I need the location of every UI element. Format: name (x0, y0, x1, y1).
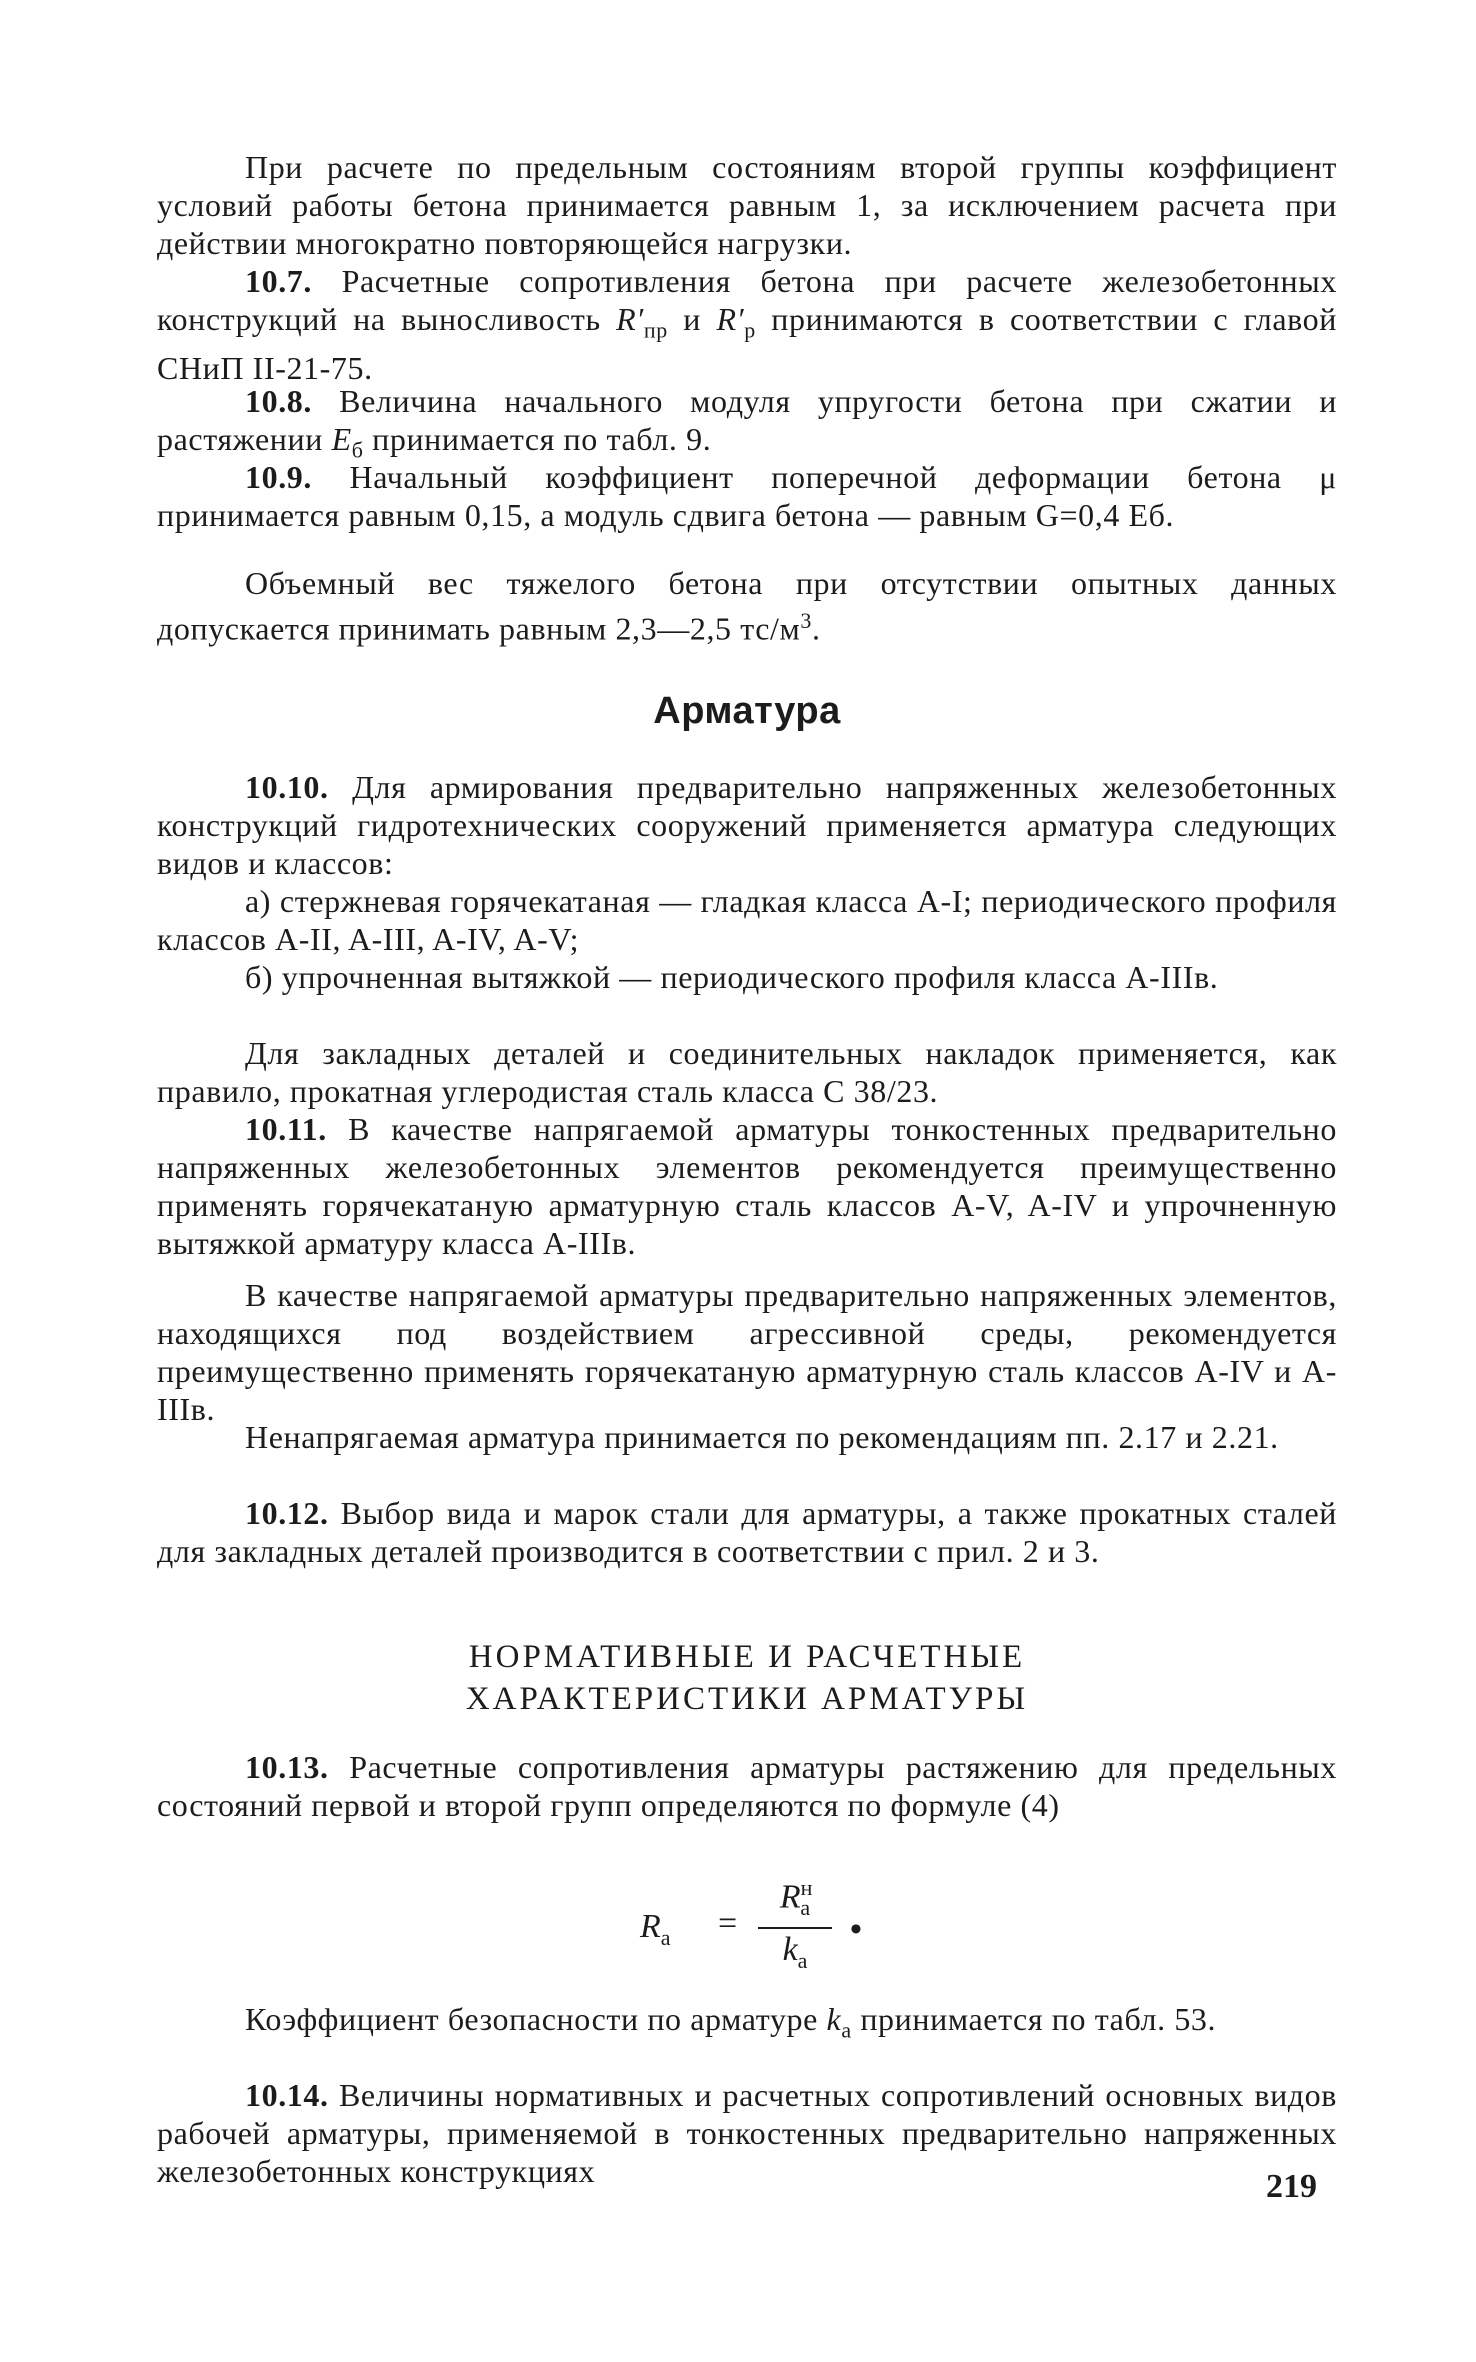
symbol-r-p: $R'_р$ (716, 301, 756, 343)
paragraph-text: Ненапрягаемая арматура принимается по рекомендациям пп. 2.17 и 2.21. (245, 1419, 1279, 1455)
paragraph-10-9 (157, 458, 1337, 534)
paragraph-text: Коэффициент безопасности по арматуре (245, 2001, 827, 2037)
paragraph-aggressive-env (157, 1276, 1337, 1428)
formula-denominator: $k_а$ (782, 1931, 808, 1973)
formula-numerator: $R^н_а$ (779, 1875, 813, 1921)
paragraph-concrete-weight (157, 564, 1337, 648)
paragraph-concrete-coefficient (157, 148, 1337, 262)
paragraph-text: Выбор вида и марок стали для арматуры, а также прокатных сталей для закладных деталей производится в соответствии с прил. 2 и 3. (157, 1495, 1337, 1569)
paragraph-text: При расчете по предельным состояниям второй группы коэффициент условий работы бетона принимается равным 1, за исключением расчета при действии многократно повторяющейся нагрузки. (157, 149, 1337, 261)
paragraph-text: принимаются в соответствии с главой СНиП II-21-75. (157, 301, 1337, 387)
formula-dot: • (850, 1911, 862, 1948)
section-heading-armatura: Арматура (653, 690, 841, 732)
paragraph-text: Расчетные сопротивления бетона при расчете железобетонных конструкций на выносливость (157, 263, 1337, 337)
paragraph-text: принимается по табл. 53. (851, 2001, 1217, 2037)
paragraph-text: Расчетные сопротивления арматуры растяжению для предельных состояний первой и второй групп определяются по формуле (4) (157, 1749, 1337, 1823)
paragraph-non-prestressed (157, 1418, 1337, 1456)
paragraph-10-14 (157, 2076, 1337, 2190)
formula-design-resistance (640, 1875, 900, 1985)
symbol-e-b: $E_б$ (331, 421, 364, 463)
clause-number: 10.10. (245, 769, 329, 805)
clause-number: 10.8. (245, 383, 312, 419)
paragraph-10-13 (157, 1748, 1337, 1824)
clause-number: 10.14. (245, 2077, 329, 2113)
paragraph-10-8 (157, 382, 1337, 469)
clause-number: 10.7. (245, 263, 312, 299)
paragraph-text: Величина начального модуля упругости бетона при сжатии и растяжении (157, 383, 1337, 457)
paragraph-10-11 (157, 1110, 1337, 1262)
paragraph-10-12 (157, 1494, 1337, 1570)
fraction-bar (758, 1927, 832, 1929)
page-number: 219 (1266, 2168, 1317, 2205)
paragraph-text: Для армирования предварительно напряженных железобетонных конструкций гидротехнических сооружений применяется арматура следующих видов и классов: (157, 769, 1337, 881)
formula-lhs: $R_а$ (640, 1908, 671, 1950)
heading-line: НОРМАТИВНЫЕ И РАСЧЕТНЫЕ (468, 1639, 1026, 1675)
paragraph-text: принимается по табл. 9. (363, 421, 712, 457)
heading-line: ХАРАКТЕРИСТИКИ АРМАТУРЫ (465, 1681, 1029, 1717)
paragraph-rebar-a (157, 882, 1337, 958)
paragraph-text: В качестве напрягаемой арматуры предварительно напряженных элементов, находящихся под воздействием агрессивной среды, рекомендуется преимущественно применять горячекатаную арматурную сталь классов A-IV и A-IIIв. (157, 1277, 1337, 1427)
paragraph-text: . (811, 610, 821, 647)
symbol-r-pr: $R'_{пр}$ (616, 301, 668, 343)
paragraph-10-10 (157, 768, 1337, 882)
formula-equals: = (718, 1905, 738, 1942)
paragraph-text: а) стержневая горячекатаная — гладкая класса A-I; периодического профиля классов A-II, A-III, A-IV, A-V; (157, 883, 1337, 957)
paragraph-rebar-b (157, 958, 1337, 996)
clause-number: 10.9. (245, 459, 312, 495)
paragraph-text: Величины нормативных и расчетных сопротивлений основных видов рабочей арматуры, применяемой в тонкостенных предварительно напряженных железобетонных конструкциях (157, 2077, 1337, 2189)
paragraph-embedded-parts (157, 1034, 1337, 1110)
paragraph-text: и (667, 301, 717, 337)
section-heading-characteristics (157, 1636, 1337, 1720)
paragraph-text: В качестве напрягаемой арматуры тонкостенных предварительно напряженных железобетонных элементов рекомендуется преимущественно применять горячекатаную арматурную сталь классов A-V, A-IV и упрочненную вытяжкой арматуру класса A-IIIв. (157, 1111, 1337, 1261)
superscript: 3 (800, 608, 812, 633)
paragraph-text: б) упрочненная вытяжкой — периодического профиля класса A-IIIв. (245, 959, 1219, 995)
symbol-k-a: $k_а$ (826, 2001, 852, 2043)
paragraph-text: Объемный вес тяжелого бетона при отсутствии опытных данных допускается принимать равным 2,3—2,5 тс/м (157, 565, 1337, 647)
clause-number: 10.13. (245, 1749, 329, 1785)
paragraph-10-7 (157, 262, 1337, 387)
paragraph-safety-factor (157, 2000, 1337, 2049)
clause-number: 10.11. (245, 1111, 327, 1147)
paragraph-text: Начальный коэффициент поперечной деформации бетона μ принимается равным 0,15, а модуль сдвига бетона — равным G=0,4 Eб. (157, 459, 1337, 533)
paragraph-text: Для закладных деталей и соединительных накладок применяется, как правило, прокатная углеродистая сталь класса С 38/23. (157, 1035, 1337, 1109)
clause-number: 10.12. (245, 1495, 329, 1531)
